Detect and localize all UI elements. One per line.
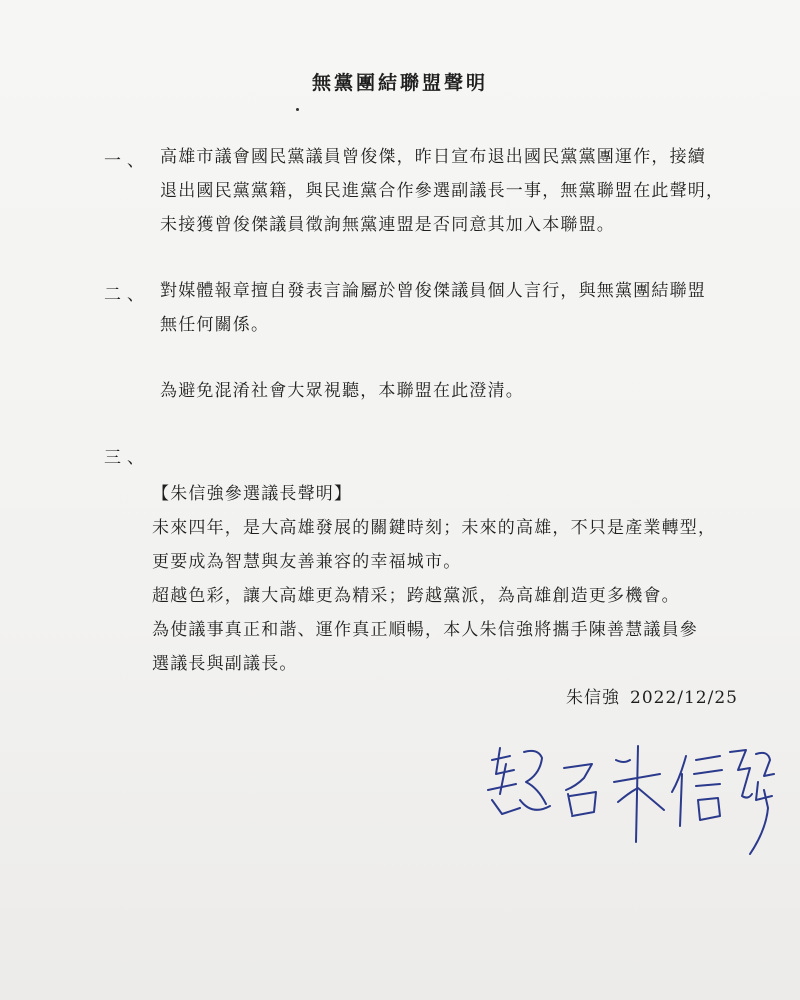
statement-heading: 【朱信強參選議長聲明】 — [152, 484, 353, 504]
clarification-paragraph — [160, 374, 524, 408]
section-2-paragraph — [160, 274, 706, 342]
section-1-line: 未接獲曾俊傑議員徵詢無黨連盟是否同意其加入本聯盟。 — [160, 215, 615, 235]
section-1-line: 高雄市議會國民黨議員曾俊傑，昨日宣布退出國民黨黨團運作，接續 — [160, 147, 706, 167]
handwritten-signature-icon — [480, 730, 780, 860]
section-2-line: 無任何關係。 — [160, 315, 270, 335]
section-3-line: 超越色彩，讓大高雄更為精采；跨越黨派，為高雄創造更多機會。 — [152, 586, 680, 606]
stray-dot — [296, 108, 299, 111]
section-1-number: 一、 — [104, 151, 150, 171]
section-3-line: 為使議事真正和諧、運作真正順暢，本人朱信強將攜手陳善慧議員參 — [152, 620, 698, 640]
section-3-line: 更要成為智慧與友善兼容的幸福城市。 — [152, 552, 462, 572]
section-3-number: 三、 — [104, 448, 150, 468]
section-3-line: 選議長與副議長。 — [152, 654, 298, 674]
signatory-name: 朱信強 — [566, 688, 620, 708]
section-2-number: 二、 — [104, 285, 150, 305]
clarification-line: 為避免混淆社會大眾視聽，本聯盟在此澄清。 — [160, 381, 524, 401]
signatory-line — [566, 683, 738, 708]
section-1-line: 退出國民黨黨籍，與民進黨合作參選副議長一事，無黨聯盟在此聲明， — [160, 181, 725, 201]
section-2-line: 對媒體報章擅自發表言論屬於曾俊傑議員個人言行，與無黨團結聯盟 — [160, 281, 706, 301]
section-1-paragraph — [160, 140, 724, 242]
section-3-paragraph — [152, 477, 716, 681]
document-title: 無黨團結聯盟聲明 — [311, 72, 488, 94]
signature-date: 2022/12/25 — [630, 688, 738, 708]
section-3-line: 未來四年，是大高雄發展的關鍵時刻；未來的高雄，不只是產業轉型， — [152, 518, 717, 538]
